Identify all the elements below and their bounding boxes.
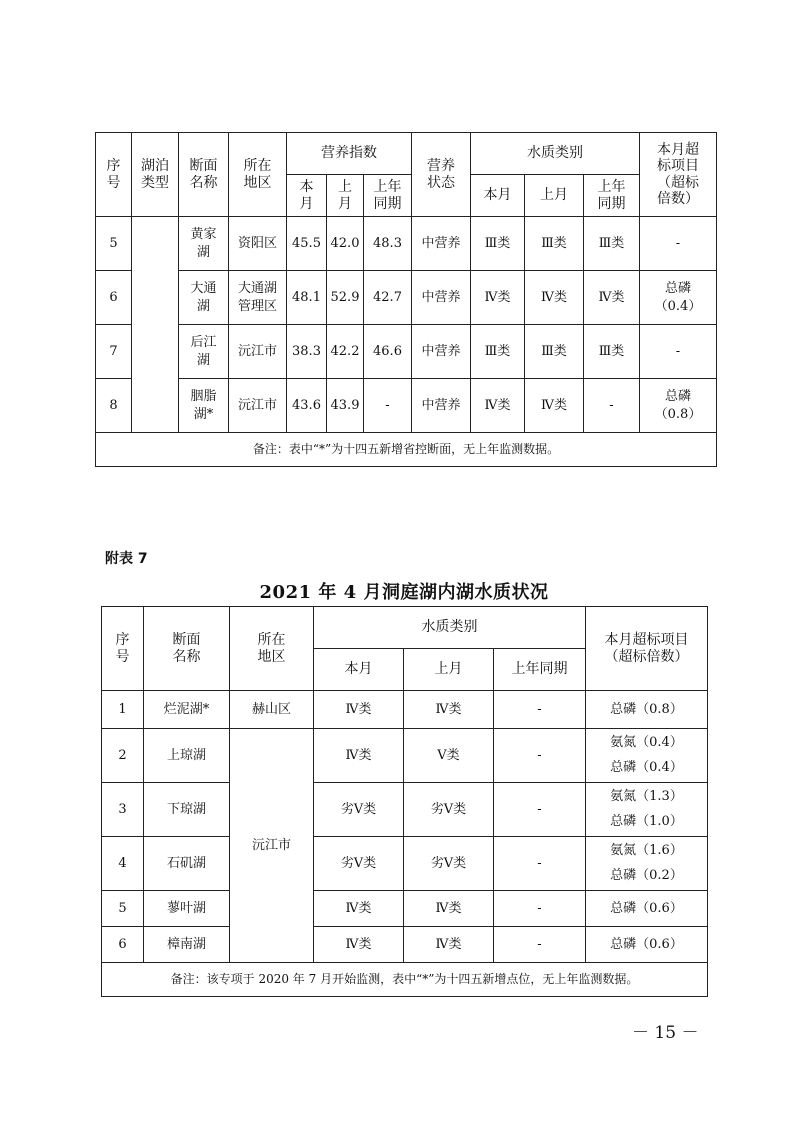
cell-ti-this: 43.6 (287, 379, 327, 433)
cell-exceed: - (640, 217, 717, 271)
cell-region: 沅江市 (229, 325, 287, 379)
cell-ti-this: 48.1 (287, 271, 327, 325)
cell-section: 黄家 湖 (179, 217, 229, 271)
cell-wq-last: Ⅲ类 (525, 217, 584, 271)
header-seq: 序 号 (102, 607, 144, 691)
cell-state: 中营养 (412, 217, 471, 271)
cell-seq: 6 (102, 927, 144, 963)
cell-wq-prev-year: Ⅳ类 (584, 271, 640, 325)
cell-wq-this: Ⅳ类 (314, 891, 404, 927)
cell-seq: 3 (102, 783, 144, 837)
table-row (102, 729, 708, 783)
cell-wq-prev-year: - (494, 837, 586, 891)
cell-wq-prev-year: - (494, 783, 586, 837)
header-section-name: 断面 名称 (179, 133, 229, 217)
cell-wq-prev-year: - (494, 691, 586, 729)
table2-note: 备注：该专项于 2020 年 7 月开始监测，表中“*”为十四五新增点位，无上年监测数据。 (102, 963, 708, 997)
header-water-quality: 水质类别 (471, 133, 640, 175)
cell-section: 上琼湖 (144, 729, 230, 783)
cell-lake-type (132, 217, 179, 433)
header-trophic-index: 营养指数 (287, 133, 412, 175)
header-region: 所在 地区 (229, 133, 287, 217)
cell-seq: 6 (96, 271, 132, 325)
cell-wq-prev-year: Ⅲ类 (584, 217, 640, 271)
cell-exceed: 总磷（0.6） (586, 891, 708, 927)
cell-ti-last: 43.9 (327, 379, 364, 433)
cell-region-merged: 沅江市 (230, 729, 314, 963)
cell-exceed: 总磷 （0.4） (640, 271, 717, 325)
cell-region: 沅江市 (229, 379, 287, 433)
cell-ti-this: 45.5 (287, 217, 327, 271)
cell-wq-this: Ⅳ类 (314, 927, 404, 963)
cell-ti-this: 38.3 (287, 325, 327, 379)
cell-section: 后江 湖 (179, 325, 229, 379)
table-row (96, 271, 717, 325)
cell-exceed: 氨氮（1.6） 总磷（0.2） (586, 837, 708, 891)
cell-ti-prev-year: 46.6 (364, 325, 412, 379)
header-wq-same-period: 上年 同期 (584, 175, 640, 217)
cell-wq-this: Ⅲ类 (471, 325, 525, 379)
header-ti-last-month: 上 月 (327, 175, 364, 217)
header-wq-last-month: 上月 (525, 175, 584, 217)
cell-wq-prev-year: - (494, 927, 586, 963)
cell-wq-this: 劣Ⅴ类 (314, 783, 404, 837)
cell-section: 胭脂 湖* (179, 379, 229, 433)
header-last-month: 上月 (404, 649, 494, 691)
cell-wq-last: 劣Ⅴ类 (404, 837, 494, 891)
cell-region: 资阳区 (229, 217, 287, 271)
cell-section: 烂泥湖* (144, 691, 230, 729)
cell-state: 中营养 (412, 379, 471, 433)
cell-state: 中营养 (412, 325, 471, 379)
cell-wq-last: 劣Ⅴ类 (404, 783, 494, 837)
header-wq-this-month: 本月 (471, 175, 525, 217)
cell-exceed: 总磷（0.8） (586, 691, 708, 729)
trophic-water-quality-table (95, 132, 717, 467)
cell-ti-prev-year: 42.7 (364, 271, 412, 325)
cell-wq-last: Ⅳ类 (525, 379, 584, 433)
cell-section: 大通 湖 (179, 271, 229, 325)
cell-region: 大通湖 管理区 (229, 271, 287, 325)
header-trophic-state: 营养 状态 (412, 133, 471, 217)
cell-wq-last: Ⅳ类 (404, 891, 494, 927)
cell-wq-this: Ⅳ类 (471, 271, 525, 325)
cell-wq-prev-year: - (584, 379, 640, 433)
cell-section: 樟南湖 (144, 927, 230, 963)
cell-wq-prev-year: Ⅲ类 (584, 325, 640, 379)
cell-ti-last: 42.0 (327, 217, 364, 271)
cell-seq: 1 (102, 691, 144, 729)
cell-ti-last: 42.2 (327, 325, 364, 379)
cell-ti-prev-year: - (364, 379, 412, 433)
table-row (102, 837, 708, 891)
header-this-month: 本月 (314, 649, 404, 691)
header-lake-type: 湖泊 类型 (132, 133, 179, 217)
cell-section: 下琼湖 (144, 783, 230, 837)
cell-wq-last: Ⅳ类 (525, 271, 584, 325)
cell-wq-this: Ⅳ类 (314, 691, 404, 729)
cell-exceed: - (640, 325, 717, 379)
cell-ti-prev-year: 48.3 (364, 217, 412, 271)
cell-exceed: 总磷（0.6） (586, 927, 708, 963)
cell-exceed: 氨氮（0.4） 总磷（0.4） (586, 729, 708, 783)
header-exceed: 本月超 标项目 （超标 倍数） (640, 133, 717, 217)
table-row (102, 891, 708, 927)
cell-exceed: 总磷 （0.8） (640, 379, 717, 433)
cell-seq: 7 (96, 325, 132, 379)
header-water-quality: 水质类别 (314, 607, 586, 649)
inner-lake-water-quality-table (101, 606, 708, 997)
header-section-name: 断面 名称 (144, 607, 230, 691)
table2-title: 2021 年 4 月洞庭湖内湖水质状况 (259, 582, 549, 603)
header-same-period: 上年同期 (494, 649, 586, 691)
cell-seq: 5 (96, 217, 132, 271)
cell-wq-last: Ⅳ类 (404, 691, 494, 729)
cell-wq-this: Ⅲ类 (471, 217, 525, 271)
table-row (102, 691, 708, 729)
table-row (96, 217, 717, 271)
cell-seq: 5 (102, 891, 144, 927)
cell-wq-prev-year: - (494, 729, 586, 783)
header-ti-this-month: 本 月 (287, 175, 327, 217)
cell-wq-last: Ⅴ类 (404, 729, 494, 783)
cell-region: 赫山区 (230, 691, 314, 729)
header-seq: 序 号 (96, 133, 132, 217)
header-region: 所在 地区 (230, 607, 314, 691)
cell-section: 石矶湖 (144, 837, 230, 891)
cell-wq-this: Ⅳ类 (471, 379, 525, 433)
table-row (96, 325, 717, 379)
cell-exceed: 氨氮（1.3） 总磷（1.0） (586, 783, 708, 837)
cell-wq-this: 劣Ⅴ类 (314, 837, 404, 891)
table-row (96, 379, 717, 433)
cell-ti-last: 52.9 (327, 271, 364, 325)
cell-section: 蓼叶湖 (144, 891, 230, 927)
table-row (102, 783, 708, 837)
table1-note: 备注：表中“*”为十四五新增省控断面，无上年监测数据。 (96, 433, 717, 467)
cell-wq-last: Ⅳ类 (404, 927, 494, 963)
header-ti-same-period: 上年 同期 (364, 175, 412, 217)
header-exceed: 本月超标项目 （超标倍数） (586, 607, 708, 691)
cell-seq: 4 (102, 837, 144, 891)
cell-state: 中营养 (412, 271, 471, 325)
cell-wq-this: Ⅳ类 (314, 729, 404, 783)
table-row (102, 927, 708, 963)
cell-wq-prev-year: - (494, 891, 586, 927)
cell-seq: 8 (96, 379, 132, 433)
appendix-label: 附表 7 (105, 551, 148, 567)
cell-wq-last: Ⅲ类 (525, 325, 584, 379)
cell-seq: 2 (102, 729, 144, 783)
page-number: － 15 － (632, 1023, 699, 1043)
